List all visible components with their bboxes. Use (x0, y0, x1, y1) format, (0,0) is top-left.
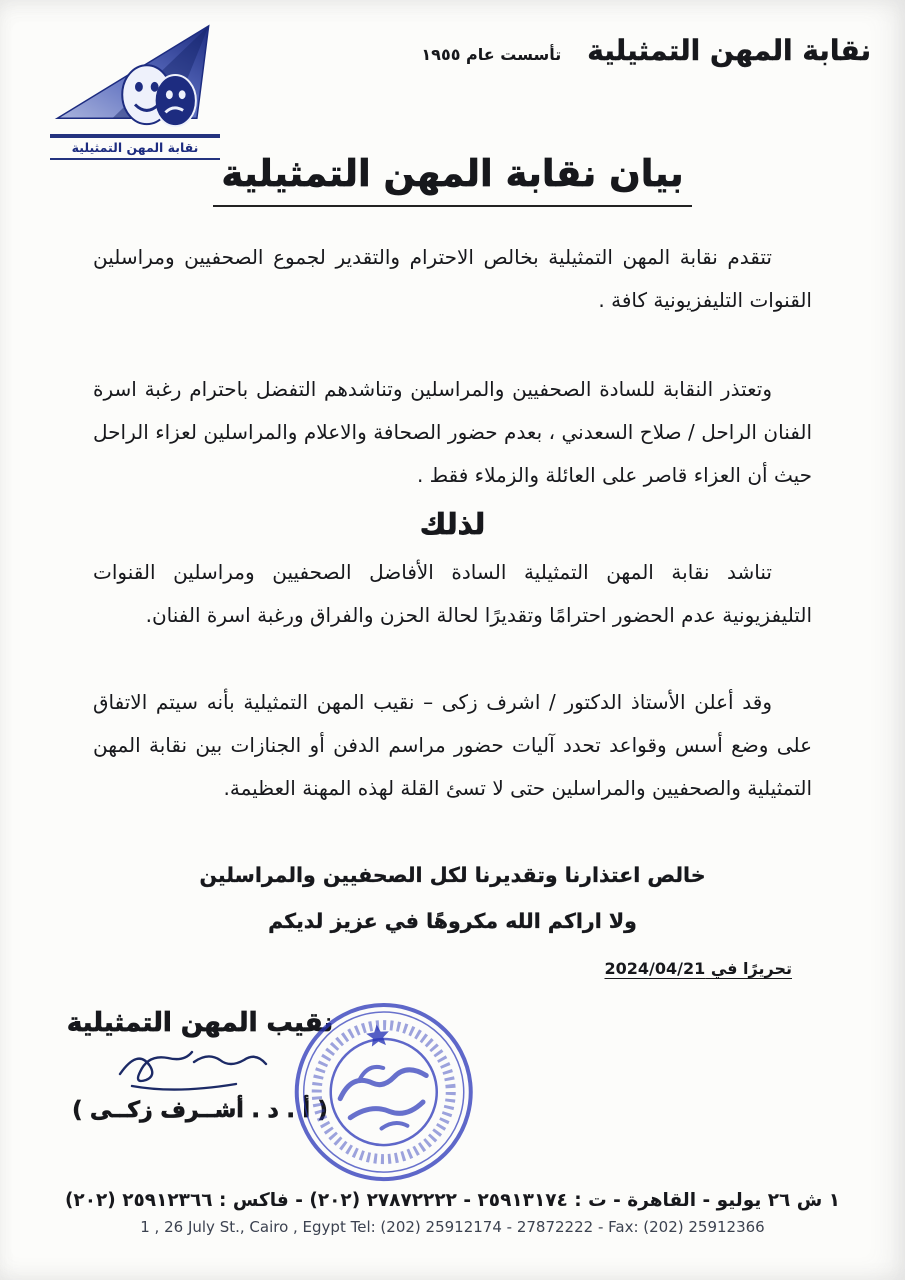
logo-caption: نقابة المهن التمثيلية (50, 134, 220, 160)
official-stamp-graphic (283, 991, 486, 1194)
therefore-heading: لذلك (419, 507, 486, 541)
org-name: نقابة المهن التمثيلية (587, 34, 871, 67)
statement-title: بيان نقابة المهن التمثيلية (213, 152, 691, 207)
handwritten-signature (110, 1040, 290, 1098)
signatory-name: ( أ . د . أشــرف زكــى ) (72, 1098, 328, 1123)
title-wrap (0, 152, 905, 207)
stamp-star-icon (365, 1023, 390, 1047)
footer-address-ar: ١ ش ٢٦ يوليو - القاهرة - ت : ٢٥٩١٣١٧٤ - ٢٧٨٧٢٢٢٢ (٢٠٢) - فاكس : ٢٥٩١٢٣٦٦ (٢٠٢) (64, 1190, 841, 1211)
signature-title: نقيب المهن التمثيلية (66, 1008, 334, 1038)
logo-graphic (50, 22, 220, 132)
paragraph-apology: وتعتذر النقابة للسادة الصحفيين والمراسلين وتناشدهم التفضل باحترام رغبة اسرة الفنان الراحل / صلاح السعدني ، بعدم حضور الصحافة والاعلام والمراسلين لعزاء الراحل حيث أن العزاء قاصر على العائلة والزملاء فقط . (93, 377, 812, 487)
syndicate-logo (50, 22, 220, 160)
paragraph-respect: تتقدم نقابة المهن التمثيلية بخالص الاحترام والتقدير لجموع الصحفيين ومراسلين القنوات التليفزيونية كافة . (93, 245, 812, 312)
paragraph-announcement: وقد أعلن الأستاذ الدكتور / اشرف زكى – نقيب المهن التمثيلية بأنه سيتم الاتفاق على وضع أسس وقواعد تحدد آليات حضور مراسم الدفن أو الجنازات بين نقابة المهن التمثيلية والصحفيين والمراسلين حتى لا تسئ القلة لهذه المهنة العظيمة. (93, 689, 812, 800)
statement-body (93, 236, 812, 987)
closing-prayer: ولا اراكم الله مكروهًا في عزيز لديكم (268, 909, 637, 934)
footer (0, 1190, 905, 1236)
footer-address-en: 1 , 26 July St., Cairo , Egypt Tel: (202) 25912174 - 27872222 - Fax: (202) 25912366 (140, 1218, 765, 1236)
date-line: تحريرًا في 2024/04/21 (604, 959, 792, 979)
header-org-line (421, 34, 871, 67)
paragraph-appeal: تناشد نقابة المهن التمثيلية السادة الأفاضل الصحفيين ومراسلين القنوات التليفزيونية عدم الحضور احترامًا وتقديرًا لحالة الحزن والفراق ورغبة اسرة الفنان. (93, 559, 812, 627)
official-stamp (283, 991, 487, 1198)
closing-gratitude: خالص اعتذارنا وتقديرنا لكل الصحفيين والمراسلين (199, 862, 706, 887)
stamp-calligraphy (337, 1062, 431, 1133)
founded-year: تأسست عام ١٩٥٥ (421, 45, 562, 64)
